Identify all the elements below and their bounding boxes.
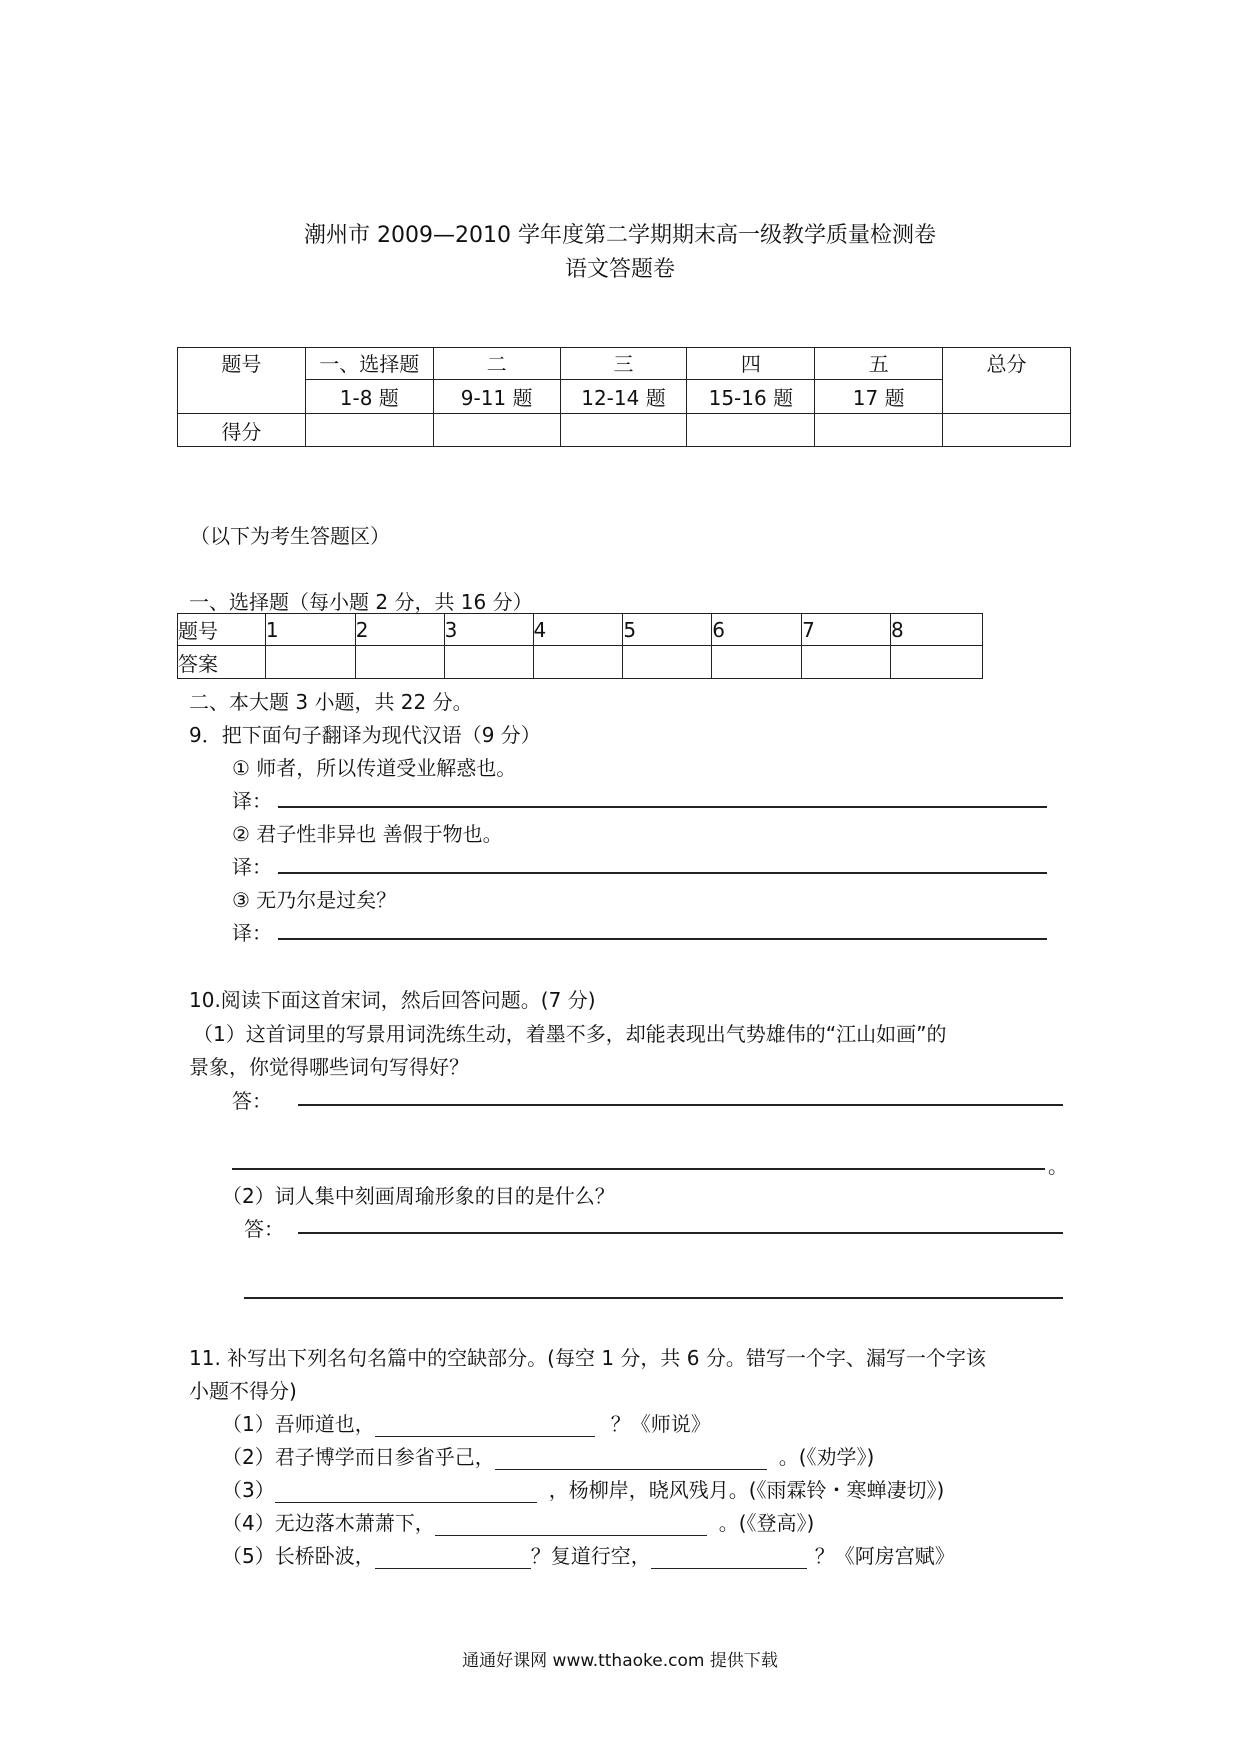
mc-answer-cell[interactable]: [265, 646, 355, 679]
q11-blank-6[interactable]: [651, 1548, 807, 1569]
mc-number: 3: [444, 614, 533, 646]
section-2-header: 二: [433, 348, 560, 380]
total-header: 总分: [943, 348, 1071, 414]
mc-number: 2: [355, 614, 444, 646]
q9-translate-label-1: 译：: [232, 789, 272, 813]
q11-item-2-after: 。(《劝学》): [778, 1445, 875, 1469]
mc-answer-cell[interactable]: [355, 646, 444, 679]
mc-answer-cell[interactable]: [802, 646, 891, 679]
q10-answer-line-2[interactable]: [232, 1168, 1045, 1170]
q9-sentence-3: ③ 无乃尔是过矣？: [232, 888, 397, 912]
q9-translate-label-2: 译：: [232, 855, 272, 879]
q11-item-3: [222, 1474, 944, 1503]
q11-prompt-line1: 11. 补写出下列名句名篇中的空缺部分。(每空 1 分，共 6 分。错写一个字、漏写一个字该: [189, 1346, 986, 1370]
q11-item-5-middle: ？复道行空，: [530, 1544, 651, 1568]
score-table: [177, 347, 1071, 447]
q11-prompt-line2: 小题不得分): [189, 1379, 297, 1403]
mc-number: 8: [891, 614, 983, 646]
q9-answer-line-3[interactable]: [278, 938, 1047, 940]
q9-sentence-1: ① 师者，所以传道受业解惑也。: [232, 756, 517, 780]
mc-answer-cell[interactable]: [891, 646, 983, 679]
section-1-range: 1-8 题: [305, 380, 433, 414]
q10-answer-line-4[interactable]: [244, 1297, 1063, 1299]
q10-answer-label-2: 答：: [244, 1217, 284, 1241]
mc-number: 7: [802, 614, 891, 646]
q11-blank-2[interactable]: [495, 1449, 767, 1470]
section-5-header: 五: [815, 348, 943, 380]
q11-item-4-after: 。(《登高》): [718, 1511, 815, 1535]
q11-blank-1[interactable]: [375, 1416, 595, 1437]
section-5-range: 17 题: [815, 380, 943, 414]
q11-item-2: [222, 1441, 874, 1470]
exam-title: 潮州市 2009—2010 学年度第二学期期末高一级教学质量检测卷: [304, 223, 936, 248]
q9-prompt: 9．把下面句子翻译为现代汉语（9 分）: [189, 723, 541, 747]
total-score-cell: [943, 414, 1071, 447]
q11-item-1: [222, 1408, 711, 1437]
q11-blank-5[interactable]: [375, 1548, 531, 1569]
q10-sub1-line1: （1）这首词里的写景用词洗练生动，着墨不多，却能表现出气势雄伟的“江山如画”的: [193, 1022, 947, 1046]
section-3-range: 12-14 题: [560, 380, 687, 414]
q11-blank-4[interactable]: [435, 1515, 707, 1536]
score-row-label: 得分: [178, 414, 306, 447]
q11-item-3-after: ，杨柳岸，晓风残月。(《雨霖铃・寒蝉凄切》): [548, 1478, 945, 1502]
q10-end-mark: 。: [1048, 1154, 1068, 1178]
q10-answer-line-3[interactable]: [298, 1232, 1063, 1234]
q10-answer-line-1[interactable]: [298, 1104, 1063, 1106]
q11-blank-3[interactable]: [275, 1482, 537, 1503]
mc-number: 1: [265, 614, 355, 646]
score-cell: [815, 414, 943, 447]
score-cell: [687, 414, 815, 447]
section-3-header: 三: [560, 348, 687, 380]
section-4-header: 四: [687, 348, 815, 380]
q10-prompt: 10.阅读下面这首宋词，然后回答问题。(7 分): [189, 988, 596, 1012]
multiple-choice-table: [177, 613, 983, 679]
section-2-range: 9-11 题: [433, 380, 560, 414]
mc-answer-cell[interactable]: [623, 646, 712, 679]
q9-answer-line-2[interactable]: [278, 872, 1047, 874]
q11-item-3-before: （3）: [222, 1478, 275, 1502]
mc-number-label: 题号: [178, 614, 266, 646]
q11-item-1-before: （1）吾师道也，: [222, 1412, 375, 1436]
part2-heading: 二、本大题 3 小题，共 22 分。: [189, 690, 473, 714]
score-cell: [305, 414, 433, 447]
score-cell: [560, 414, 687, 447]
q11-item-4: [222, 1507, 814, 1536]
part1-heading: 一、选择题（每小题 2 分，共 16 分）: [189, 590, 533, 614]
mc-number: 5: [623, 614, 712, 646]
answer-area-note: （以下为考生答题区）: [190, 524, 390, 548]
q9-translate-label-3: 译：: [232, 921, 272, 945]
mc-answer-cell[interactable]: [444, 646, 533, 679]
q10-sub1-line2: 景象，你觉得哪些词句写得好？: [189, 1055, 469, 1079]
q9-sentence-2: ② 君子性非异也 善假于物也。: [232, 822, 503, 846]
q11-item-4-before: （4）无边落木萧萧下，: [222, 1511, 435, 1535]
q11-item-1-after: ？《师说》: [610, 1412, 711, 1436]
section-1-header: 一、选择题: [305, 348, 433, 380]
score-table-header-label: 题号: [178, 348, 306, 414]
q11-item-5: [222, 1540, 955, 1569]
exam-subtitle: 语文答题卷: [564, 257, 675, 282]
footer-credit: 通通好课网 www.tthaoke.com 提供下载: [462, 1651, 778, 1671]
mc-answer-label: 答案: [178, 646, 266, 679]
q11-item-5-after: ？《阿房宫赋》: [814, 1544, 955, 1568]
score-cell: [433, 414, 560, 447]
mc-number: 6: [712, 614, 802, 646]
q10-answer-label-1: 答：: [232, 1089, 272, 1113]
mc-answer-cell[interactable]: [712, 646, 802, 679]
q11-item-2-before: （2）君子博学而日参省乎己，: [222, 1445, 495, 1469]
mc-answer-cell[interactable]: [533, 646, 623, 679]
q9-answer-line-1[interactable]: [278, 806, 1047, 808]
q11-item-5-before: （5）长桥卧波，: [222, 1544, 375, 1568]
q10-sub2: （2）词人集中刻画周瑜形象的目的是什么？: [222, 1184, 615, 1208]
section-4-range: 15-16 题: [687, 380, 815, 414]
mc-number: 4: [533, 614, 623, 646]
